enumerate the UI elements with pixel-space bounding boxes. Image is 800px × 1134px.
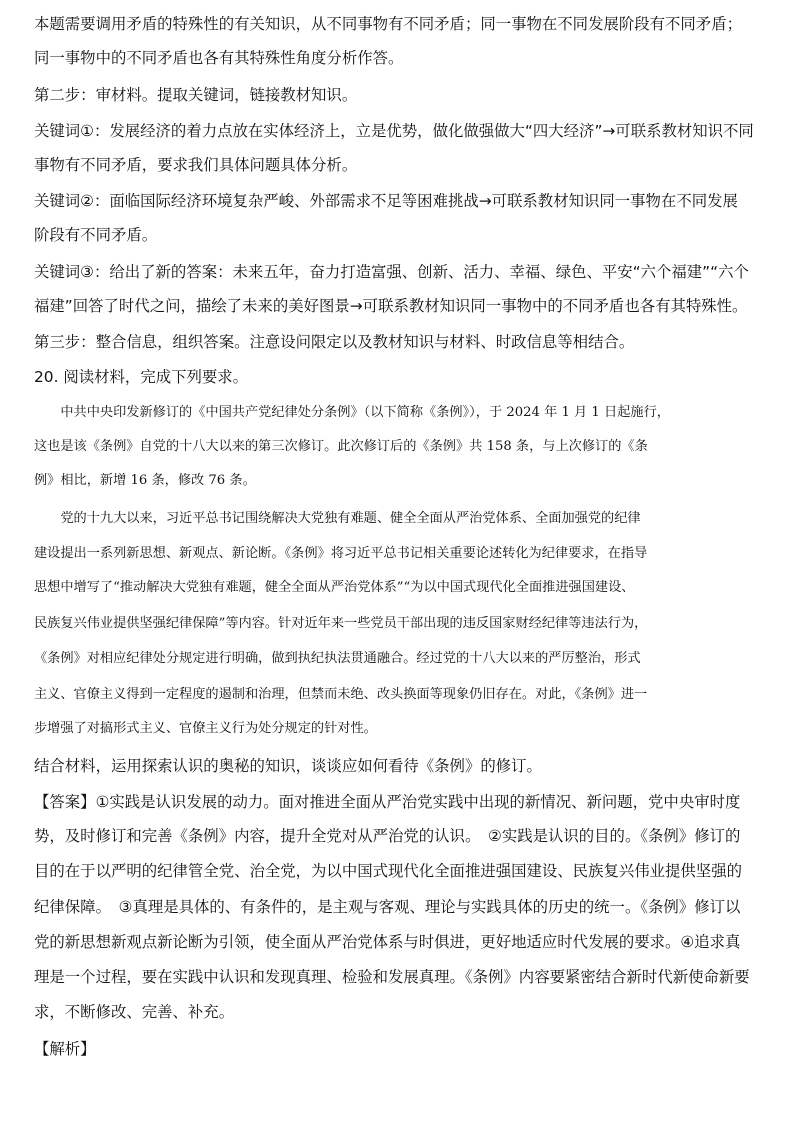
material-line: 《条例》对相应纪律处分规定进行明确，做到执纪执法贯通融合。经过党的十八大以来的严厉整治，形式 xyxy=(34,651,641,666)
question-prompt: 结合材料，运用探索认识的奥秘的知识，谈谈应如何看待《条例》的修订。 xyxy=(34,757,542,775)
material-line: 党的十九大以来，习近平总书记围绕解决大党独有难题、健全全面从严治党体系、全面加强党的纪律 xyxy=(34,511,641,526)
keyword3-line: 关键词③：给出了新的答案：未来五年，奋力打造富强、创新、活力、幸福、绿色、平安“六个福建”“六个 xyxy=(34,263,749,281)
intro-line: 同一事物中的不同矛盾也各有其特殊性角度分析作答。 xyxy=(34,49,404,67)
material-line: 中共中央印发新修订的《中国共产党纪律处分条例》（以下简称《条例》），于 2024 年 1 月 1 日起施行， xyxy=(34,405,670,420)
question-heading: 20. 阅读材料，完成下列要求。 xyxy=(34,368,249,386)
material-line: 民族复兴伟业提供坚强纪律保障”等内容。针对近年来一些党员干部出现的违反国家财经纪律等违法行为， xyxy=(34,616,648,631)
keyword1-line: 事物有不同矛盾，要求我们具体问题具体分析。 xyxy=(34,156,358,174)
answer-line: 势，及时修订和完善《条例》内容，提升全党对从严治党的认识。 ②实践是认识的目的。《条例》修订的 xyxy=(34,827,741,845)
answer-line: 理是一个过程，要在实践中认识和发现真理、检验和发展真理。《条例》内容要紧密结合新时代新使命新要 xyxy=(34,968,750,986)
keyword2-line: 阶段有不同矛盾。 xyxy=(34,226,158,244)
keyword3-line: 福建”回答了时代之问，描绘了未来的美好图景→可联系教材知识同一事物中的不同矛盾也各有其特殊性。 xyxy=(34,297,748,315)
answer-line: 目的在于以严明的纪律管全党、治全党，为以中国式现代化全面推进强国建设、民族复兴伟业提供坚强的 xyxy=(34,862,742,880)
answer-line: 求，不断修改、完善、补充。 xyxy=(34,1003,235,1021)
answer-line: 党的新思想新观点新论断为引领，使全面从严治党体系与时俱进，更好地适应时代发展的要求。④追求真 xyxy=(34,933,741,951)
material-line: 思想中增写了“推动解决大党独有难题，健全全面从严治党体系”“为以中国式现代化全面推进强国建设、 xyxy=(34,580,635,595)
step3-text: 第三步：整合信息，组织答案。注意设问限定以及教材知识与材料、时政信息等相结合。 xyxy=(34,333,635,351)
material-line: 主义、官僚主义得到一定程度的遏制和治理，但禁而未绝、改头换面等现象仍旧存在。对此，《条例》进一 xyxy=(34,687,648,702)
answer-line: 【答案】①实践是认识发展的动力。面对推进全面从严治党实践中出现的新情况、新问题，党中央审时度 xyxy=(34,793,741,811)
material-line: 例》相比，新增 16 条，修改 76 条。 xyxy=(34,473,256,488)
material-line: 建设提出一系列新思想、新观点、新论断。《条例》将习近平总书记相关重要论述转化为纪律要求，在指导 xyxy=(34,546,648,561)
keyword1-line: 关键词①：发展经济的着力点放在实体经济上，立是优势，做化做强做大“四大经济”→可联系教材知识不同 xyxy=(34,122,754,140)
answer-line: 纪律保障。 ③真理是具体的、有条件的，是主观与客观、理论与实践具体的历史的统一。《条例》修订以 xyxy=(34,898,741,916)
keyword2-line: 关键词②：面临国际经济环境复杂严峻、外部需求不足等困难挑战→可联系教材知识同一事物在不同发展 xyxy=(34,192,738,210)
material-line: 这也是该《条例》自党的十八大以来的第三次修订。此次修订后的《条例》共 158 条，与上次修订的《条 xyxy=(34,439,648,454)
material-line: 步增强了对搞形式主义、官僚主义行为处分规定的针对性。 xyxy=(34,721,377,736)
step2-text: 第二步：审材料。提取关键词，链接教材知识。 xyxy=(34,86,358,104)
analysis-label: 【解析】 xyxy=(34,1040,96,1058)
intro-line: 本题需要调用矛盾的特殊性的有关知识，从不同事物有不同矛盾；同一事物在不同发展阶段有不同矛盾； xyxy=(34,15,742,33)
